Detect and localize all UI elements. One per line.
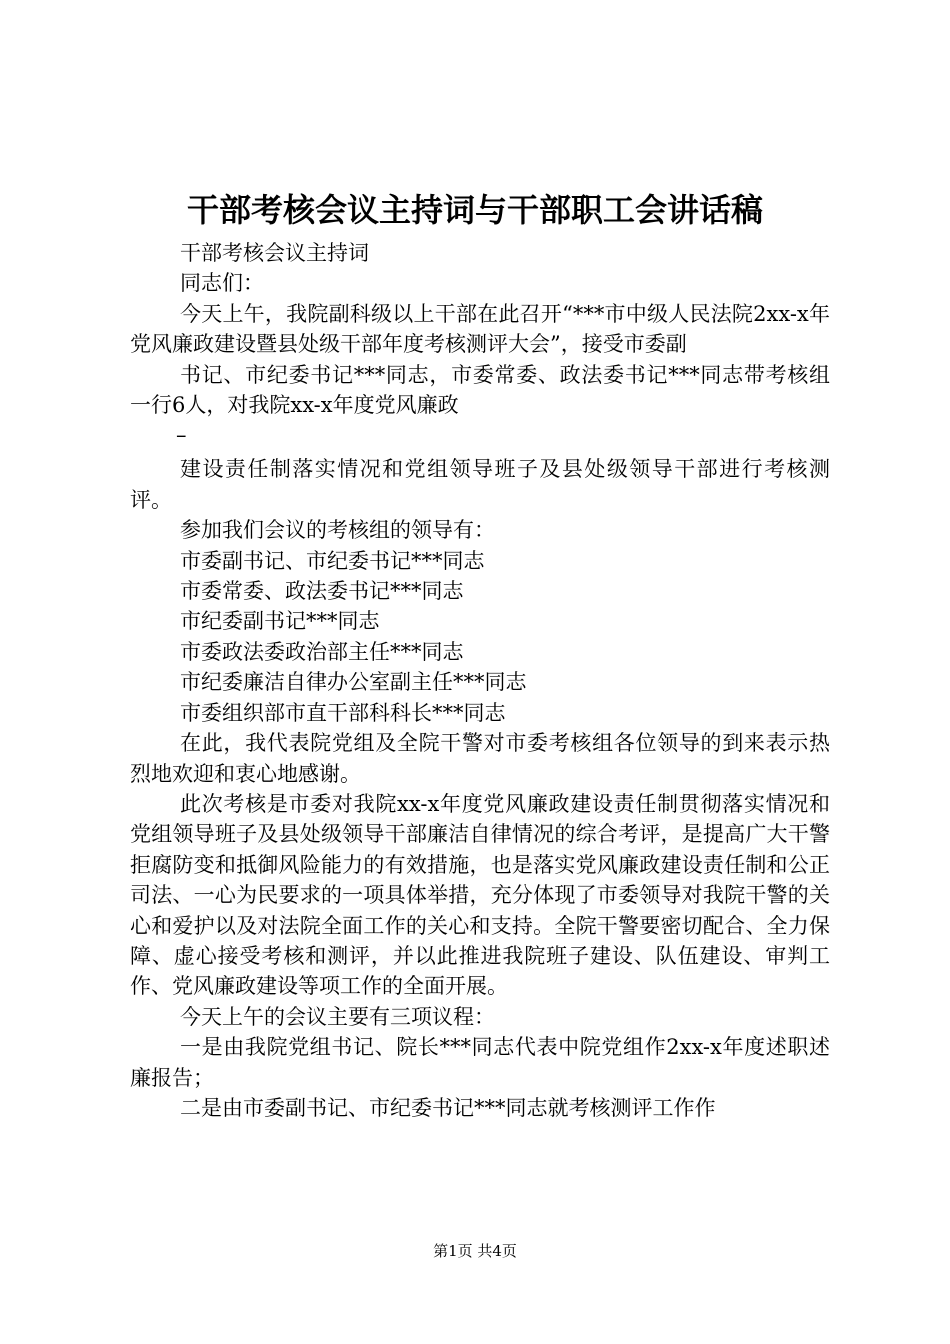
- paragraph: 书记、市纪委书记***同志，市委常委、政法委书记***同志带考核组一行6人，对我院xx-x年度党风廉政: [130, 362, 830, 418]
- paragraph: 一是由我院党组书记、院长***同志代表中院党组作2xx-x年度述职述廉报告；: [130, 1035, 830, 1090]
- page-break-mark: –: [176, 423, 187, 448]
- document-title: 干部考核会议主持词与干部职工会讲话稿: [186, 191, 763, 229]
- paragraph: 今天上午，我院副科级以上干部在此召开“***市中级人民法院2xx-x年党风廉政建设暨县处级干部年度考核测评大会”，接受市委副: [130, 301, 830, 357]
- paragraph: 市委组织部市直干部科科长***同志: [180, 700, 506, 725]
- paragraph: 参加我们会议的考核组的领导有：: [180, 518, 495, 543]
- paragraph: 市委常委、政法委书记***同志: [180, 579, 464, 604]
- paragraph: 同志们：: [180, 271, 264, 296]
- paragraph: 此次考核是市委对我院xx-x年度党风廉政建设责任制贯彻落实情况和党组领导班子及县处级领导干部廉洁自律情况的综合考评，是提高广大干警拒腐防变和抵御风险能力的有效措施，也是落实党风廉政建设责任制和公正司法、一心为民要求的一项具体举措，充分体现了市委领导对我院干警的关心和爱护以及对法院全面工作的关心和支持。全院干警要密切配合、全力保障、虚心接受考核和测评，并以此推进我院班子建设、队伍建设、审判工作、党风廉政建设等项工作的全面开展。: [130, 791, 830, 999]
- paragraph: 市纪委廉洁自律办公室副主任***同志: [180, 670, 527, 695]
- paragraph: 市委政法委政治部主任***同志: [180, 639, 464, 664]
- paragraph: 干部考核会议主持词: [180, 241, 369, 265]
- paragraph: 在此，我代表院党组及全院干警对市委考核组各位领导的到来表示热烈地欢迎和衷心地感谢。: [130, 731, 830, 786]
- page-footer: 第1页 共4页: [433, 1242, 517, 1260]
- document-body: [130, 238, 830, 1123]
- paragraph: 二是由市委副书记、市纪委书记***同志就考核测评工作作: [180, 1095, 716, 1120]
- paragraph: 今天上午的会议主要有三项议程：: [180, 1004, 495, 1029]
- paragraph: 建设责任制落实情况和党组领导班子及县处级领导干部进行考核测评。: [130, 457, 830, 512]
- paragraph: 市委副书记、市纪委书记***同志: [180, 548, 485, 573]
- paragraph: 市纪委副书记***同志: [180, 609, 380, 634]
- spacer: [130, 446, 830, 454]
